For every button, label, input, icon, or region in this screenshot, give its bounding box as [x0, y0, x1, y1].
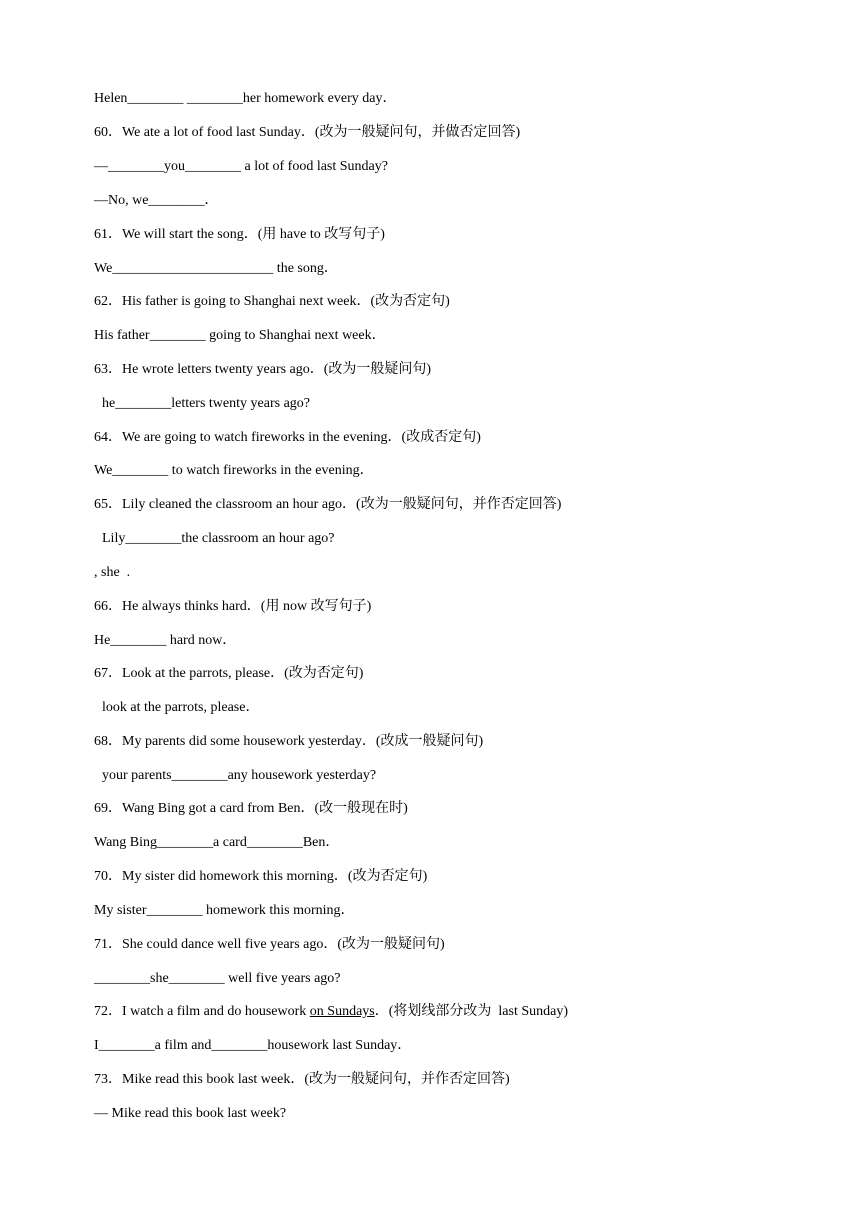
question-65: 65．Lily cleaned the classroom an hour ago．(改为一般疑问句，并作否定回答) [94, 497, 562, 512]
answer-71: ________she________ well five years ago? [94, 971, 341, 986]
question-60: 60．We ate a lot of food last Sunday．(改为一般疑问句，并做否定回答) [94, 125, 521, 140]
question-61: 61．We will start the song．(用 have to 改写句子) [94, 227, 385, 242]
answer-68: your parents________any housework yesterday? [102, 768, 377, 783]
answer-61: We_______________________ the song． [94, 261, 338, 276]
question-62: 62．His father is going to Shanghai next week．(改为否定句) [94, 294, 450, 309]
question-68: 68．My parents did some housework yesterday．(改成一般疑问句) [94, 734, 484, 749]
question-63: 63．He wrote letters twenty years ago．(改为一般疑问句) [94, 362, 432, 377]
answer-67: look at the parrots, please． [102, 700, 260, 715]
answer-63: he________letters twenty years ago? [102, 396, 310, 411]
answer-65-reply: , she . [94, 565, 131, 580]
answer-73: — Mike read this book last week? [94, 1106, 287, 1121]
answer-66: He________ hard now． [94, 633, 237, 648]
answer-60-reply: —No, we________． [94, 193, 219, 208]
line-helen-blank: Helen________ ________her homework every day． [94, 91, 397, 106]
answer-69: Wang Bing________a card________Ben． [94, 835, 340, 850]
question-67: 67．Look at the parrots, please．(改为否定句) [94, 666, 364, 681]
question-72-before: 72．I watch a film and do housework [94, 1004, 310, 1019]
question-72-after: ．(将划线部分改为 last Sunday) [374, 1004, 569, 1019]
question-72-underlined: on Sundays [309, 1004, 375, 1019]
question-66: 66．He always thinks hard．(用 now 改写句子) [94, 599, 372, 614]
question-71: 71．She could dance well five years ago．(改为一般疑问句) [94, 937, 445, 952]
question-70: 70．My sister did homework this morning．(改为否定句) [94, 869, 428, 884]
answer-64: We________ to watch fireworks in the evening． [94, 463, 374, 478]
question-69: 69．Wang Bing got a card from Ben．(改一般现在时) [94, 801, 408, 816]
answer-60-question: —________you________ a lot of food last Sunday? [94, 159, 388, 174]
question-73: 73．Mike read this book last week．(改为一般疑问句，并作否定回答) [94, 1072, 510, 1087]
answer-62: His father________ going to Shanghai next week． [94, 328, 386, 343]
answer-70: My sister________ homework this morning． [94, 903, 355, 918]
question-72 [94, 1003, 568, 1021]
question-64: 64．We are going to watch fireworks in the evening．(改成否定句) [94, 430, 481, 445]
answer-65-question: Lily________the classroom an hour ago? [102, 531, 335, 546]
answer-72: I________a film and________housework last Sunday． [94, 1038, 412, 1053]
